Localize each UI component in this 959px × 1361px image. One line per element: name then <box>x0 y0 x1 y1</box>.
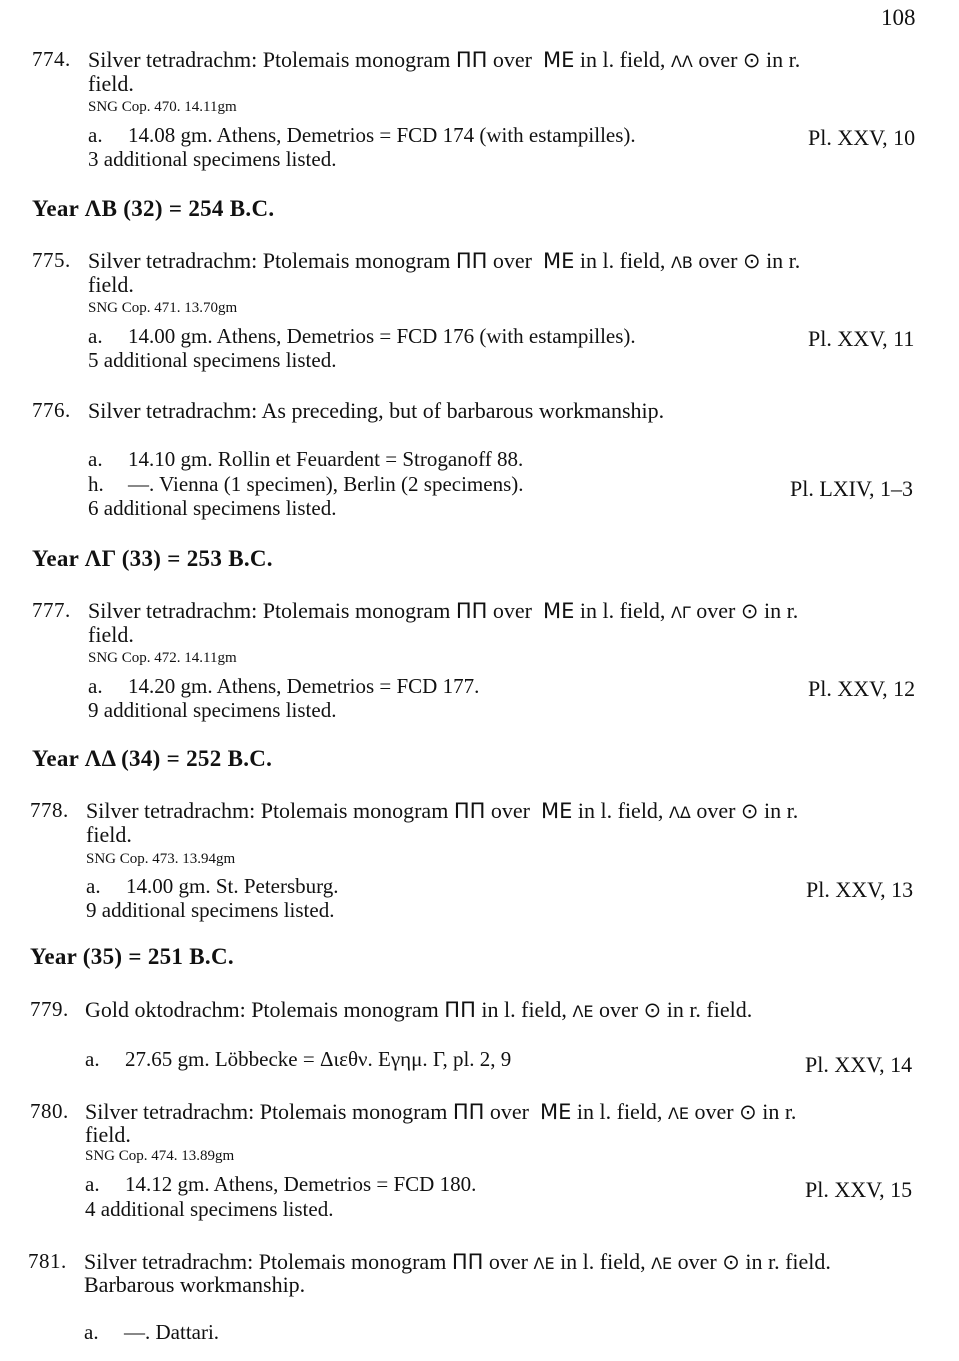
plate-reference: Pl. XXV, 10 <box>808 125 916 150</box>
year-heading-35: Year (35) = 251 B.C. <box>30 944 234 969</box>
greek-letters: ΛΕ <box>572 1002 594 1021</box>
entry-description: Silver tetradrachm: Ptolemais monogram ΠΠ over ΜΕ in l. field, ΛΕ over ⊙ in r. <box>85 1099 797 1124</box>
monogram-symbol: ΠΠ <box>451 1250 484 1274</box>
dot-circle-symbol: ⊙ <box>742 249 761 273</box>
monogram-symbol: ΠΠ <box>455 48 488 72</box>
plate-reference: Pl. XXV, 11 <box>808 326 915 351</box>
year-heading-33: Year ΛΓ (33) = 253 B.C. <box>32 546 273 571</box>
dot-circle-symbol: ⊙ <box>740 799 759 823</box>
additional-specimens: 6 additional specimens listed. <box>88 496 337 520</box>
entry-number: 775. <box>32 248 71 272</box>
dot-circle-symbol: ⊙ <box>643 998 662 1022</box>
specimen-a: a. —. Dattari. <box>84 1320 220 1344</box>
plate-reference: Pl. LXIV, 1–3 <box>790 476 914 501</box>
entry-description: Silver tetradrachm: Ptolemais monogram ΠΠ over ΛΕ in l. field, ΛΕ over ⊙ in r. field. <box>84 1249 831 1274</box>
entry-description: Silver tetradrachm: As preceding, but of barbarous workmanship. <box>88 398 665 423</box>
me-symbol: ΜΕ <box>543 48 575 72</box>
additional-specimens: 3 additional specimens listed. <box>88 147 337 171</box>
monogram-symbol: ΠΠ <box>452 1100 485 1124</box>
additional-specimens: 9 additional specimens listed. <box>86 898 335 922</box>
entry-description-cont: field. <box>86 822 132 847</box>
plate-reference: Pl. XXV, 14 <box>805 1052 913 1077</box>
monogram-symbol: ΠΠ <box>453 799 486 823</box>
me-symbol: ΜΕ <box>543 599 575 623</box>
sng-reference: SNG Cop. 471. 13.70gm <box>88 300 238 316</box>
entry-description: Gold oktodrachm: Ptolemais monogram ΠΠ in l. field, ΛΕ over ⊙ in r. field. <box>85 997 753 1022</box>
specimen-a: a. 14.00 gm. Athens, Demetrios = FCD 176 (with estampilles). <box>88 324 636 348</box>
sng-reference: SNG Cop. 474. 13.89gm <box>85 1148 235 1164</box>
sng-reference: SNG Cop. 470. 14.11gm <box>88 99 237 115</box>
greek-letters: ΛΕ <box>651 1254 673 1273</box>
plate-reference: Pl. XXV, 15 <box>805 1177 913 1202</box>
entry-description: Silver tetradrachm: Ptolemais monogram ΠΠ over ΜΕ in l. field, ΛΓ over ⊙ in r. <box>88 598 799 623</box>
dot-circle-symbol: ⊙ <box>722 1250 740 1274</box>
me-symbol: ΜΕ <box>540 1100 572 1124</box>
additional-specimens: 5 additional specimens listed. <box>88 348 337 372</box>
greek-letters: ΛΒ <box>670 253 693 272</box>
entry-number: 781. <box>28 1249 67 1273</box>
me-symbol: ΜΕ <box>541 799 573 823</box>
entry-number: 778. <box>30 798 69 822</box>
dot-circle-symbol: ⊙ <box>742 48 761 72</box>
entry-description-cont: Barbarous workmanship. <box>84 1272 306 1297</box>
specimen-a: a. 14.00 gm. St. Petersburg. <box>86 874 339 898</box>
year-heading-34: Year ΛΔ (34) = 252 B.C. <box>32 746 273 771</box>
specimen-a: a. 14.20 gm. Athens, Demetrios = FCD 177. <box>88 674 480 698</box>
monogram-symbol: ΠΠ <box>444 998 476 1022</box>
specimen-h: h. —. Vienna (1 specimen), Berlin (2 specimens). <box>88 472 524 496</box>
sng-reference: SNG Cop. 472. 14.11gm <box>88 650 237 666</box>
entry-description-cont: field. <box>88 71 134 96</box>
specimen-a: a. 14.08 gm. Athens, Demetrios = FCD 174 (with estampilles). <box>88 123 636 147</box>
monogram-symbol: ΠΠ <box>455 599 488 623</box>
monogram-symbol: ΠΠ <box>455 249 488 273</box>
additional-specimens: 4 additional specimens listed. <box>85 1197 334 1221</box>
entry-description: Silver tetradrachm: Ptolemais monogram ΠΠ over ΜΕ in l. field, ΛΔ over ⊙ in r. <box>86 798 799 823</box>
sng-reference: SNG Cop. 473. 13.94gm <box>86 851 236 867</box>
specimen-a: a. 14.12 gm. Athens, Demetrios = FCD 180. <box>85 1172 477 1196</box>
me-symbol: ΜΕ <box>543 249 575 273</box>
entry-description-cont: field. <box>88 622 134 647</box>
page-number: 108 <box>881 5 916 30</box>
entry-number: 779. <box>30 997 69 1021</box>
entry-number: 776. <box>32 398 71 422</box>
entry-description-cont: field. <box>85 1122 131 1147</box>
greek-letters: ΛΛ <box>670 52 693 71</box>
entry-description: Silver tetradrachm: Ptolemais monogram ΠΠ over ΜΕ in l. field, ΛΒ over ⊙ in r. <box>88 248 801 273</box>
specimen-a: a. 27.65 gm. Löbbecke = Διεθν. Εγημ. Γ, pl. 2, 9 <box>85 1047 512 1071</box>
plate-reference: Pl. XXV, 13 <box>806 877 914 902</box>
greek-letters: ΛΕ <box>667 1104 689 1123</box>
specimen-a: a. 14.10 gm. Rollin et Feuardent = Stroganoff 88. <box>88 447 524 471</box>
plate-reference: Pl. XXV, 12 <box>808 676 916 701</box>
greek-letters: ΛΓ <box>670 603 691 622</box>
entry-description: Silver tetradrachm: Ptolemais monogram ΠΠ over ΜΕ in l. field, ΛΛ over ⊙ in r. <box>88 47 801 72</box>
entry-number: 777. <box>32 598 71 622</box>
entry-description-cont: field. <box>88 272 134 297</box>
entry-number: 780. <box>30 1099 69 1123</box>
dot-circle-symbol: ⊙ <box>739 1100 757 1124</box>
additional-specimens: 9 additional specimens listed. <box>88 698 337 722</box>
year-heading-32: Year ΛΒ (32) = 254 B.C. <box>32 196 275 221</box>
entry-number: 774. <box>32 47 71 71</box>
greek-letters: ΛΕ <box>533 1254 555 1273</box>
greek-letters: ΛΔ <box>668 803 691 822</box>
dot-circle-symbol: ⊙ <box>740 599 759 623</box>
